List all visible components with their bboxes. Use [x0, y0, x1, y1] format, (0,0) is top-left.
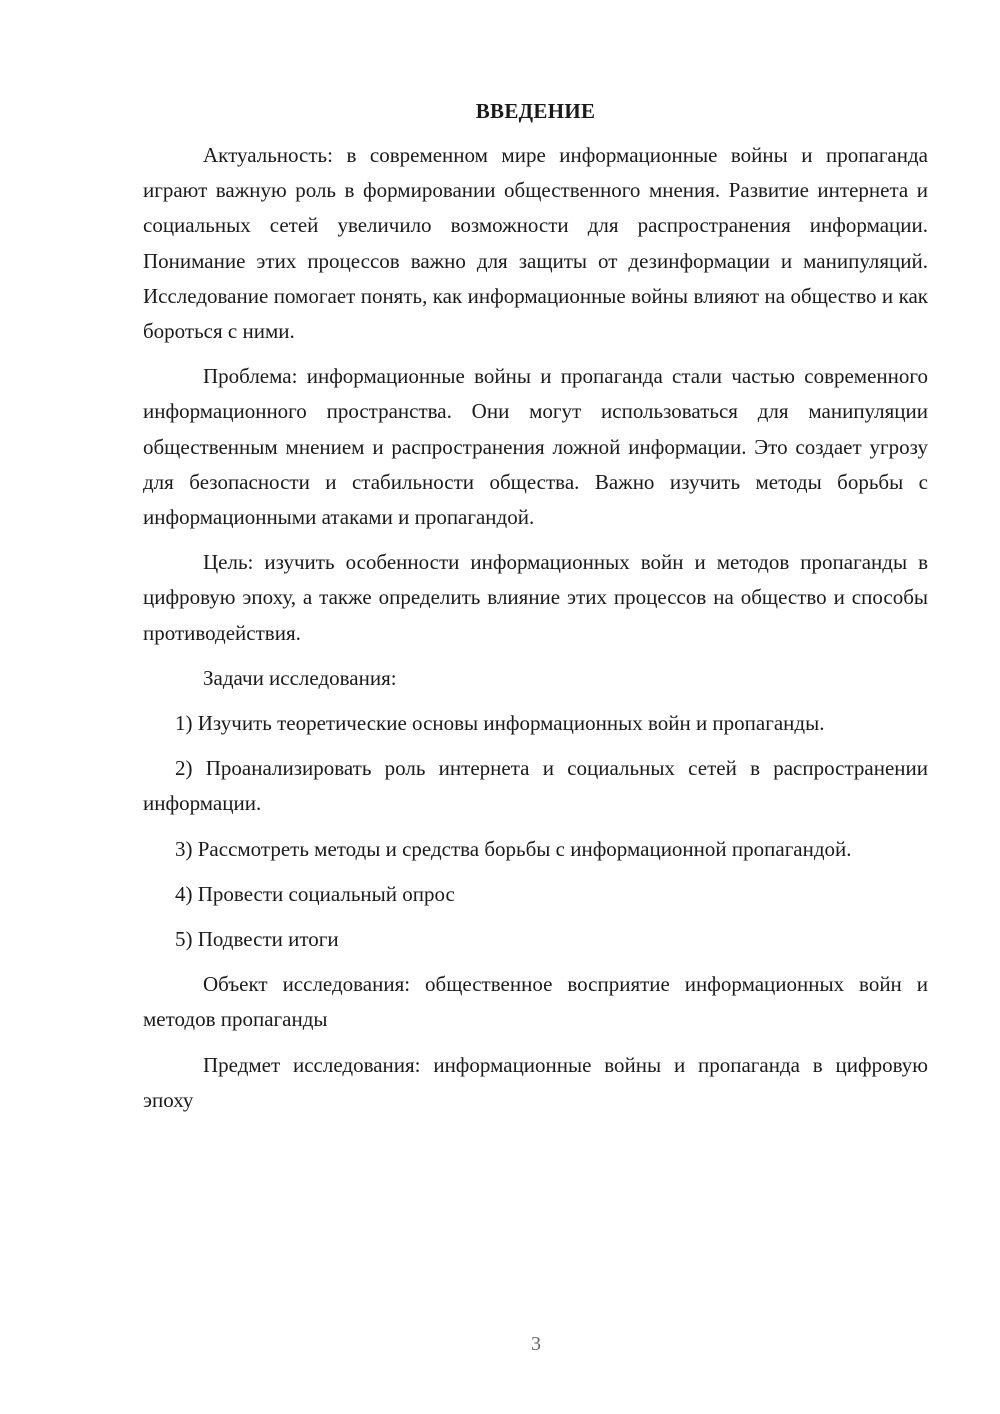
section-title: ВВЕДЕНИЕ [475, 99, 596, 123]
document-page [143, 96, 928, 1118]
tasks-heading: Задачи исследования: [203, 665, 397, 690]
relevance-paragraph: Актуальность: в современном мире информационные войны и пропаганда играют важную роль в формировании общественного мнения. Развитие интернета и социальных сетей увеличило возможности для распространения информации. Понимание этих процессов важно для защиты от дезинформации и манипуляций. Исследование помогает понять, как информационные войны влияют на общество и как бороться с ними. [143, 143, 928, 344]
task-item-3: 3) Рассмотреть методы и средства борьбы с информационной пропагандой. [175, 836, 852, 861]
problem-paragraph: Проблема: информационные войны и пропаганда стали частью современного информационного пространства. Они могут использоваться для манипуляции общественным мнением и распространения ложной информации. Это создает угрозу для безопасности и стабильности общества. Важно изучить методы борьбы с информационными атаками и пропагандой. [143, 364, 928, 530]
page-number: 3 [531, 1333, 541, 1355]
research-object-paragraph: Объект исследования: общественное восприятие информационных войн и методов пропаганды [143, 972, 928, 1032]
goal-paragraph: Цель: изучить особенности информационных войн и методов пропаганды в цифровую эпоху, а также определить влияние этих процессов на общество и способы противодействия. [143, 550, 928, 645]
research-subject-paragraph: Предмет исследования: информационные войны и пропаганда в цифровую эпоху [143, 1052, 928, 1112]
task-item-5: 5) Подвести итоги [175, 927, 339, 952]
task-item-4: 4) Провести социальный опрос [175, 881, 455, 906]
task-item-2: 2) Проанализировать роль интернета и социальных сетей в распространении информации. [143, 756, 928, 816]
task-item-1: 1) Изучить теоретические основы информационных войн и пропаганды. [175, 711, 825, 736]
